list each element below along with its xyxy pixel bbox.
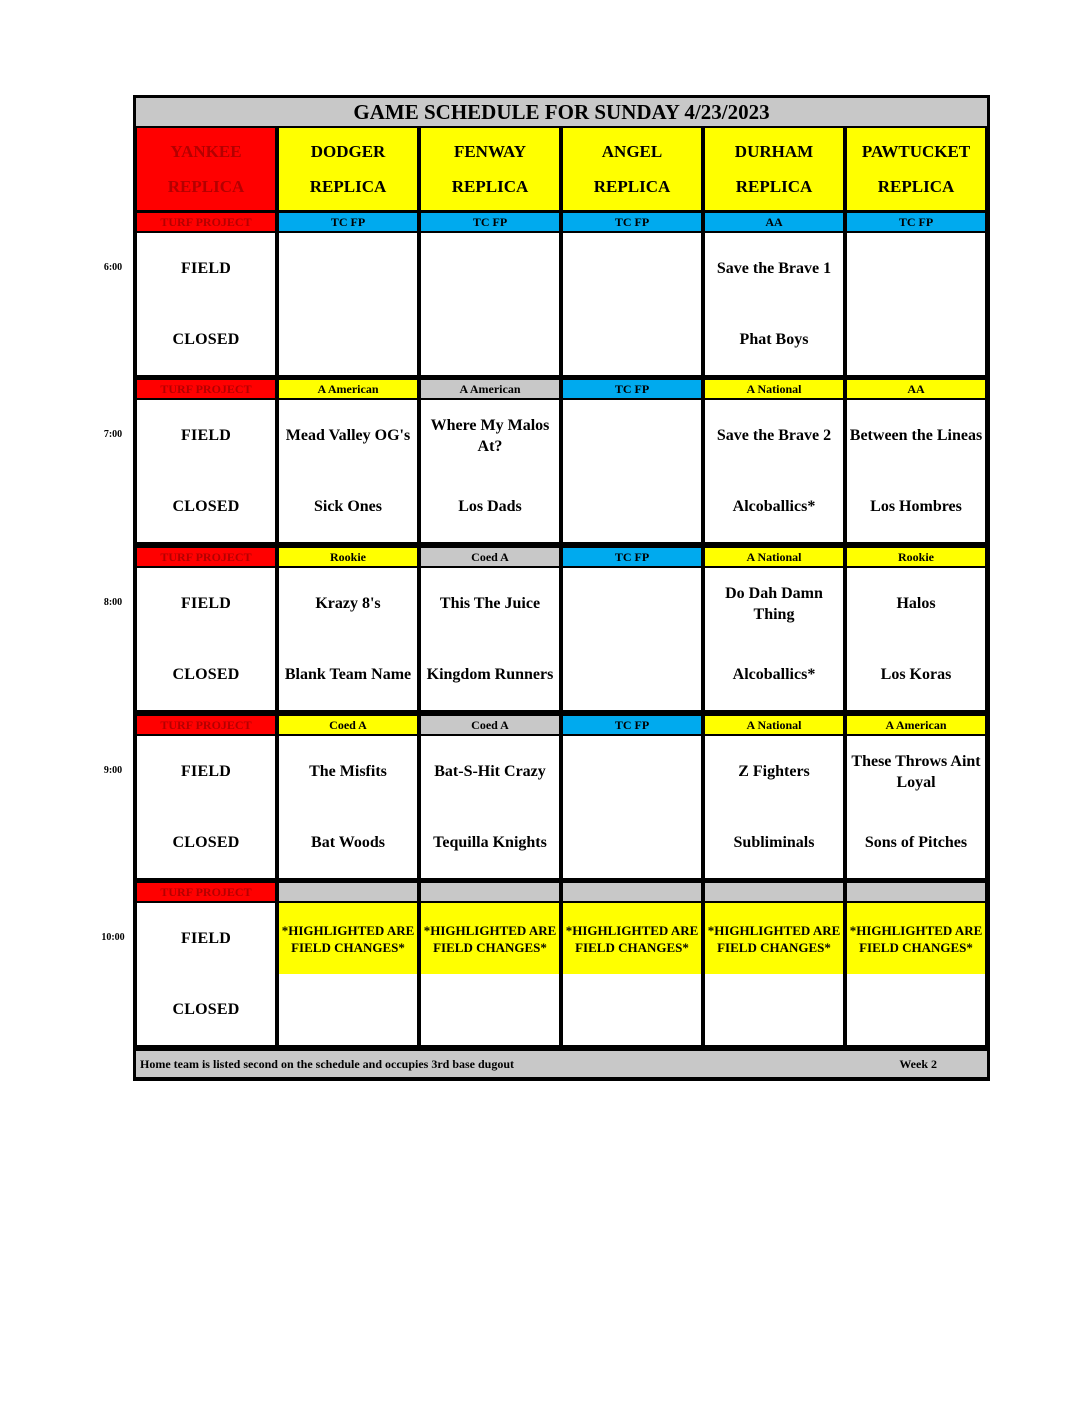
game-cell xyxy=(705,903,843,1045)
field-closed-top-text: FIELD xyxy=(181,762,231,780)
division-label xyxy=(279,380,417,398)
home-away-team-bottom xyxy=(705,807,843,878)
time-slot-label: 10:00 xyxy=(101,931,125,943)
game-cell xyxy=(421,736,559,878)
field-header-fenway xyxy=(421,128,559,210)
field-subtitle: REPLICA xyxy=(593,176,671,196)
closed-field-top xyxy=(137,568,275,639)
field-change-note-text: *HIGHLIGHTED ARE FIELD CHANGES* xyxy=(565,922,699,955)
home-away-team-bottom xyxy=(847,471,985,542)
home-away-team-bottom xyxy=(421,807,559,878)
home-away-team-top xyxy=(279,568,417,639)
field-header-pawtucket xyxy=(847,128,985,210)
team-name-top: Krazy 8's xyxy=(315,595,381,612)
game-cell xyxy=(847,903,985,1045)
division-label-text: TC FP xyxy=(898,214,934,229)
division-label-text: Rookie xyxy=(898,549,934,564)
game-cell xyxy=(421,400,559,542)
game-cell xyxy=(279,233,417,375)
home-away-team-bottom xyxy=(279,807,417,878)
game-cell xyxy=(847,233,985,375)
closed-field-bottom xyxy=(137,304,275,375)
division-label xyxy=(847,380,985,398)
field-header-yankee xyxy=(137,128,275,210)
game-cell xyxy=(563,233,701,375)
field-name: DURHAM xyxy=(734,141,814,161)
home-away-team-bottom xyxy=(847,304,985,375)
home-away-team-bottom xyxy=(847,639,985,710)
division-label-text: TC FP xyxy=(614,214,650,229)
field-closed-bottom-text: CLOSED xyxy=(172,833,240,851)
team-name-top: Do Dah Damn Thing xyxy=(725,584,823,623)
team-name-top: Save the Brave 2 xyxy=(716,427,832,444)
home-away-team-top xyxy=(847,233,985,304)
game-cell xyxy=(847,400,985,542)
division-label-text: Rookie xyxy=(330,549,366,564)
field-change-note xyxy=(279,903,417,974)
home-away-team-top xyxy=(279,736,417,807)
closed-field-top xyxy=(137,400,275,471)
home-away-team-top xyxy=(847,568,985,639)
team-name-bottom: Sick Ones xyxy=(313,498,382,515)
page-title: GAME SCHEDULE FOR SUNDAY 4/23/2023 xyxy=(353,99,770,124)
team-name-bottom: Tequilla Knights xyxy=(433,834,547,851)
closed-field-top xyxy=(137,233,275,304)
field-closed-top-text: FIELD xyxy=(181,426,231,444)
home-away-team-top xyxy=(279,233,417,304)
game-cell xyxy=(705,736,843,878)
home-away-team-bottom xyxy=(847,807,985,878)
home-away-team-bottom xyxy=(421,639,559,710)
page-title-bar xyxy=(136,98,987,126)
division-label xyxy=(705,213,843,231)
home-away-team-bottom xyxy=(421,304,559,375)
home-away-team-bottom xyxy=(279,471,417,542)
team-name-top: These Throws Aint Loyal xyxy=(851,752,981,791)
division-label xyxy=(563,213,701,231)
division-label xyxy=(421,380,559,398)
division-label xyxy=(137,883,275,901)
division-label-text: A National xyxy=(746,381,802,396)
division-label xyxy=(279,883,417,901)
home-away-team-top xyxy=(705,736,843,807)
home-away-team-top xyxy=(563,568,701,639)
home-away-team-top xyxy=(421,233,559,304)
time-slot-label: 6:00 xyxy=(103,261,123,273)
field-change-note xyxy=(563,903,701,974)
home-away-team-top xyxy=(847,736,985,807)
field-name: PAWTUCKET xyxy=(861,141,971,161)
team-name-bottom: Sons of Pitches xyxy=(864,834,968,851)
game-cell xyxy=(563,903,701,1045)
division-label xyxy=(705,548,843,566)
division-label-text: TURF PROJECT xyxy=(160,549,252,564)
field-name: DODGER xyxy=(310,141,386,161)
team-name-bottom: Los Koras xyxy=(880,666,952,683)
game-cell xyxy=(705,568,843,710)
home-away-team-top xyxy=(563,400,701,471)
field-closed-top-text: FIELD xyxy=(181,259,231,277)
team-name-top: Mead Valley OG's xyxy=(285,427,411,444)
field-name: YANKEE xyxy=(170,141,242,161)
game-cell xyxy=(847,736,985,878)
team-name-bottom: Los Hombres xyxy=(870,498,962,515)
division-label-text: A National xyxy=(746,717,802,732)
home-away-team-top xyxy=(279,400,417,471)
field-change-note-text: *HIGHLIGHTED ARE FIELD CHANGES* xyxy=(707,922,841,955)
field-closed-top-text: FIELD xyxy=(181,929,231,947)
division-label-text: TC FP xyxy=(614,381,650,396)
home-away-team-bottom xyxy=(563,471,701,542)
team-name-top: This The Juice xyxy=(439,595,541,612)
division-label xyxy=(137,548,275,566)
division-label xyxy=(137,213,275,231)
field-subtitle: REPLICA xyxy=(167,176,245,196)
home-away-team-top xyxy=(563,233,701,304)
home-away-team-bottom xyxy=(705,639,843,710)
field-change-note-text: *HIGHLIGHTED ARE FIELD CHANGES* xyxy=(281,922,415,955)
team-name-bottom: Alcoballics* xyxy=(732,666,816,683)
field-header-angel xyxy=(563,128,701,210)
home-away-team-bottom xyxy=(421,471,559,542)
home-away-team-top xyxy=(421,400,559,471)
game-cell xyxy=(421,903,559,1045)
time-slot-label: 7:00 xyxy=(103,428,123,440)
game-cell xyxy=(279,736,417,878)
game-cell xyxy=(563,736,701,878)
field-change-note xyxy=(847,903,985,974)
game-cell xyxy=(563,400,701,542)
field-subtitle: REPLICA xyxy=(451,176,529,196)
team-name-top: Between the Lineas xyxy=(849,427,983,444)
division-label xyxy=(563,716,701,734)
division-label-text: TURF PROJECT xyxy=(160,214,252,229)
division-label-text: TC FP xyxy=(614,549,650,564)
game-cell xyxy=(279,568,417,710)
division-label-text: Coed A xyxy=(471,717,509,732)
closed-field-bottom xyxy=(137,974,275,1045)
game-cell xyxy=(421,568,559,710)
team-name-top: The Misfits xyxy=(309,763,387,780)
division-label-text: TC FP xyxy=(330,214,366,229)
home-away-team-top xyxy=(705,233,843,304)
division-label xyxy=(421,883,559,901)
field-header-durham xyxy=(705,128,843,210)
home-away-team-bottom xyxy=(705,304,843,375)
division-label-text: Coed A xyxy=(471,549,509,564)
team-name-top: Where My Malos At? xyxy=(430,416,550,455)
division-label xyxy=(137,716,275,734)
field-closed-bottom-text: CLOSED xyxy=(172,665,240,683)
team-name-top: Halos xyxy=(896,595,936,612)
division-label-text: AA xyxy=(907,381,925,396)
division-label xyxy=(847,213,985,231)
division-label xyxy=(421,716,559,734)
field-change-note-text: *HIGHLIGHTED ARE FIELD CHANGES* xyxy=(849,922,983,955)
week-label: Week 2 xyxy=(899,1056,937,1071)
footer-note: Home team is listed second on the schedule and occupies 3rd base dugout xyxy=(140,1056,515,1071)
division-label xyxy=(421,213,559,231)
field-change-note xyxy=(705,903,843,974)
team-name-bottom: Bat Woods xyxy=(311,834,385,851)
game-cell xyxy=(705,400,843,542)
division-label-text: TURF PROJECT xyxy=(160,884,252,899)
field-name: FENWAY xyxy=(453,141,527,161)
field-name: ANGEL xyxy=(601,141,663,161)
division-label-text: A American xyxy=(317,381,379,396)
team-name-bottom: Alcoballics* xyxy=(732,498,816,515)
division-label-text: TC FP xyxy=(472,214,508,229)
home-away-team-bottom xyxy=(705,471,843,542)
division-label xyxy=(705,716,843,734)
division-label xyxy=(279,716,417,734)
closed-field-top xyxy=(137,903,275,974)
division-label-text: TURF PROJECT xyxy=(160,717,252,732)
game-cell xyxy=(705,233,843,375)
closed-field-bottom xyxy=(137,639,275,710)
division-label xyxy=(563,380,701,398)
field-closed-bottom-text: CLOSED xyxy=(172,330,240,348)
home-away-team-bottom xyxy=(563,639,701,710)
division-label xyxy=(421,548,559,566)
closed-field-bottom xyxy=(137,471,275,542)
home-away-team-bottom xyxy=(279,304,417,375)
division-label-text: Coed A xyxy=(329,717,367,732)
team-name-top: Z Fighters xyxy=(738,763,810,780)
home-away-team-top xyxy=(705,568,843,639)
time-slot-label: 9:00 xyxy=(103,764,123,776)
team-name-bottom: Phat Boys xyxy=(739,331,809,348)
division-label xyxy=(705,380,843,398)
footer-bar xyxy=(136,1051,987,1077)
team-name-bottom: Los Dads xyxy=(458,498,522,515)
home-away-team-top xyxy=(705,400,843,471)
game-cell xyxy=(563,568,701,710)
division-label xyxy=(279,548,417,566)
field-header-dodger xyxy=(279,128,417,210)
division-label-text: A National xyxy=(746,549,802,564)
team-name-bottom: Blank Team Name xyxy=(284,666,412,683)
division-label-text: A American xyxy=(885,717,947,732)
game-cell xyxy=(421,233,559,375)
field-closed-top-text: FIELD xyxy=(181,594,231,612)
team-name-top: Bat-S-Hit Crazy xyxy=(434,763,546,780)
division-label xyxy=(705,883,843,901)
home-away-team-bottom xyxy=(563,304,701,375)
game-cell xyxy=(847,568,985,710)
division-label-text: TURF PROJECT xyxy=(160,381,252,396)
field-change-note-text: *HIGHLIGHTED ARE FIELD CHANGES* xyxy=(423,922,557,955)
field-closed-bottom-text: CLOSED xyxy=(172,1000,240,1018)
team-name-bottom: Subliminals xyxy=(733,834,815,851)
team-name-top: Save the Brave 1 xyxy=(716,260,832,277)
division-label-text: TC FP xyxy=(614,717,650,732)
game-cell xyxy=(279,400,417,542)
game-cell xyxy=(279,903,417,1045)
division-label xyxy=(847,548,985,566)
schedule-table xyxy=(133,95,990,1081)
field-change-note xyxy=(421,903,559,974)
division-label xyxy=(563,548,701,566)
field-closed-bottom-text: CLOSED xyxy=(172,497,240,515)
field-subtitle: REPLICA xyxy=(735,176,813,196)
home-away-team-top xyxy=(847,400,985,471)
division-label-text: A American xyxy=(459,381,521,396)
division-label xyxy=(137,380,275,398)
team-name-bottom: Kingdom Runners xyxy=(426,666,554,683)
field-subtitle: REPLICA xyxy=(309,176,387,196)
division-label xyxy=(847,883,985,901)
time-slot-label: 8:00 xyxy=(103,596,123,608)
closed-field-top xyxy=(137,736,275,807)
division-label xyxy=(563,883,701,901)
home-away-team-bottom xyxy=(563,807,701,878)
division-label-text: AA xyxy=(765,214,783,229)
division-label xyxy=(279,213,417,231)
home-away-team-top xyxy=(421,736,559,807)
home-away-team-top xyxy=(421,568,559,639)
home-away-team-top xyxy=(563,736,701,807)
field-subtitle: REPLICA xyxy=(877,176,955,196)
closed-field-bottom xyxy=(137,807,275,878)
division-label xyxy=(847,716,985,734)
home-away-team-bottom xyxy=(279,639,417,710)
